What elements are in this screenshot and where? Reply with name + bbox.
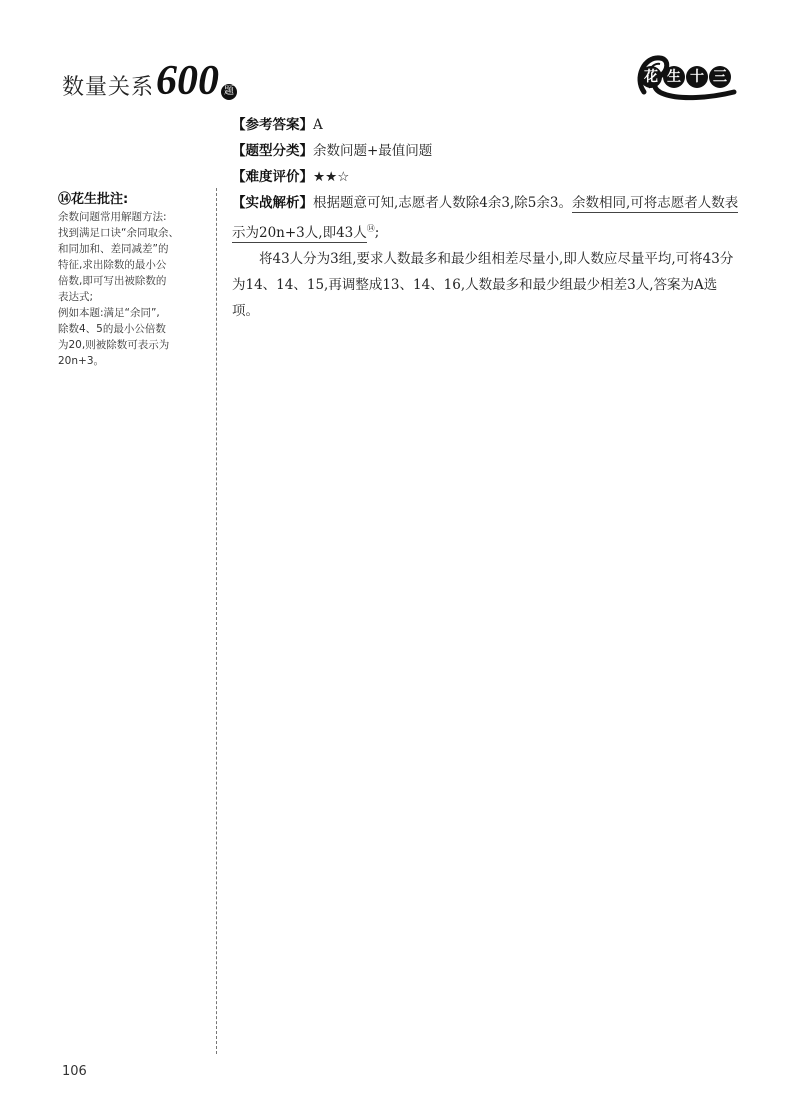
analysis-paragraph-1 xyxy=(232,190,740,246)
logo-char: 花 xyxy=(640,66,662,88)
analysis-text-a: 根据题意可知,志愿者人数除4余3,除5余3。 xyxy=(313,195,572,211)
answer-row xyxy=(232,112,740,138)
analysis-paragraph-2: 将43人分为3组,要求人数最多和最少组相差尽量小,即人数应尽量平均,可将43分为14、14、15,再调整成13、14、16,人数最多和最少组最少相差3人,答案为A选项。 xyxy=(232,250,734,319)
analysis-text-end: ; xyxy=(374,224,380,241)
logo-char: 生 xyxy=(663,66,685,88)
type-row xyxy=(232,138,740,164)
answer-value: A xyxy=(313,117,323,133)
analysis-underlined-b: 余数相同, xyxy=(571,195,631,211)
answer-label: 【参考答案】 xyxy=(232,117,313,133)
annotation-body: 余数问题常用解题方法: 找到满足口诀“余同取余、 和同加和、差同减差”的 特征,求出除数的最小公 倍数,即可写出被除数的 表达式; 例如本题:满足“余同”, 除数4、5的最小公倍数 为20,则被除数可表示为 20n+3。 xyxy=(58,211,179,367)
type-label: 【题型分类】 xyxy=(232,143,313,159)
book-title-text: 数量关系 xyxy=(62,75,155,100)
logo-text xyxy=(640,66,731,88)
analysis-underlined-c: 可将志愿者人数表示为20n+3人,即43人 xyxy=(232,195,739,241)
difficulty-stars: ★★☆ xyxy=(313,169,350,185)
type-value: 余数问题+最值问题 xyxy=(313,143,433,159)
logo-char: 三 xyxy=(709,66,731,88)
book-title-number: 600 xyxy=(156,58,220,104)
annotation-sidebar xyxy=(58,188,208,369)
main-content xyxy=(232,112,740,324)
difficulty-label: 【难度评价】 xyxy=(232,169,313,185)
book-title xyxy=(62,60,237,102)
page-number: 106 xyxy=(62,1064,87,1079)
difficulty-row xyxy=(232,164,740,190)
analysis-label: 【实战解析】 xyxy=(232,195,313,211)
column-divider xyxy=(216,188,217,1054)
annotation-heading: ⑭花生批注: xyxy=(58,192,129,207)
logo-char: 十 xyxy=(686,66,708,88)
annotation-ref: ⑭ xyxy=(366,224,375,233)
book-title-suffix: 题 xyxy=(221,84,237,100)
